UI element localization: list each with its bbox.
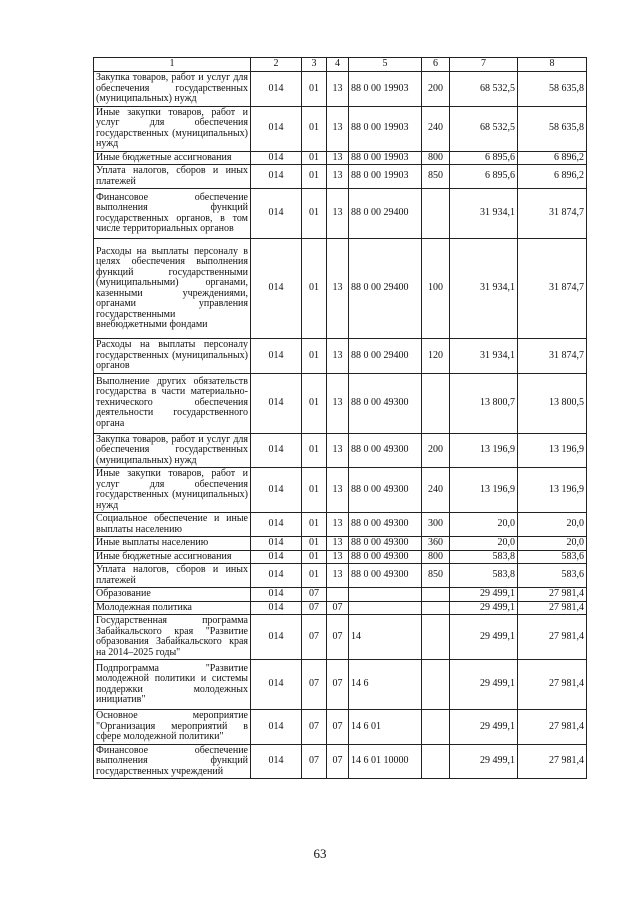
row-value-cell: 31 874,7 xyxy=(518,239,587,339)
row-value-cell: 850 xyxy=(422,165,450,189)
row-value-cell: 360 xyxy=(422,537,450,551)
row-value-cell: 27 981,4 xyxy=(518,615,587,660)
row-value-cell: 014 xyxy=(251,564,302,588)
row-value-cell: 13 196,9 xyxy=(518,433,587,468)
row-value-cell: 88 0 00 49300 xyxy=(349,433,422,468)
row-value-cell: 014 xyxy=(251,744,302,779)
row-value-cell: 88 0 00 19903 xyxy=(349,165,422,189)
row-value-cell: 88 0 00 19903 xyxy=(349,106,422,151)
row-value-cell: 800 xyxy=(422,550,450,564)
row-value-cell: 01 xyxy=(302,151,327,165)
row-value-cell: 014 xyxy=(251,433,302,468)
row-value-cell: 29 499,1 xyxy=(450,601,518,615)
row-name-cell: Иные выплаты населению xyxy=(94,537,251,551)
table-row xyxy=(94,564,587,588)
row-value-cell: 01 xyxy=(302,550,327,564)
row-value-cell: 29 499,1 xyxy=(450,615,518,660)
header-cell: 2 xyxy=(251,58,302,72)
row-value-cell xyxy=(422,601,450,615)
row-name-cell: Расходы на выплаты персоналу в целях обеспечения выполнения функций государственными (муниципальными) органами, казенными учреждениями, органами управления государственными внебюджетными фондами xyxy=(94,239,251,339)
row-value-cell xyxy=(422,373,450,433)
row-value-cell: 27 981,4 xyxy=(518,744,587,779)
row-value-cell: 014 xyxy=(251,165,302,189)
row-value-cell: 014 xyxy=(251,550,302,564)
row-value-cell: 68 532,5 xyxy=(450,106,518,151)
row-value-cell: 200 xyxy=(422,72,450,107)
row-value-cell: 29 499,1 xyxy=(450,710,518,745)
row-value-cell: 27 981,4 xyxy=(518,710,587,745)
row-value-cell: 13 xyxy=(327,239,349,339)
row-value-cell: 88 0 00 49300 xyxy=(349,564,422,588)
row-name-cell: Иные закупки товаров, работ и услуг для обеспечения государственных (муниципальных) нужд xyxy=(94,468,251,513)
row-value-cell: 01 xyxy=(302,564,327,588)
header-cell: 5 xyxy=(349,58,422,72)
row-value-cell: 6 896,2 xyxy=(518,165,587,189)
row-value-cell: 014 xyxy=(251,537,302,551)
row-value-cell: 29 499,1 xyxy=(450,744,518,779)
row-name-cell: Закупка товаров, работ и услуг для обеспечения государственных (муниципальных) нужд xyxy=(94,433,251,468)
row-value-cell: 31 874,7 xyxy=(518,189,587,239)
row-value-cell xyxy=(349,588,422,602)
row-value-cell: 31 874,7 xyxy=(518,339,587,374)
table-row xyxy=(94,550,587,564)
row-name-cell: Расходы на выплаты персоналу государственных (муниципальных) органов xyxy=(94,339,251,374)
row-value-cell: 014 xyxy=(251,615,302,660)
row-value-cell: 20,0 xyxy=(518,537,587,551)
row-value-cell: 31 934,1 xyxy=(450,239,518,339)
row-name-cell: Иные закупки товаров, работ и услуг для обеспечения государственных (муниципальных) нужд xyxy=(94,106,251,151)
row-value-cell: 13 xyxy=(327,550,349,564)
row-value-cell: 014 xyxy=(251,601,302,615)
row-value-cell: 01 xyxy=(302,339,327,374)
row-value-cell xyxy=(349,601,422,615)
row-name-cell: Государственная программа Забайкальского края "Развитие образования Забайкальского края на 2014–2025 годы" xyxy=(94,615,251,660)
header-cell: 4 xyxy=(327,58,349,72)
table-row xyxy=(94,106,587,151)
row-value-cell: 13 xyxy=(327,189,349,239)
row-value-cell: 20,0 xyxy=(450,513,518,537)
row-value-cell: 31 934,1 xyxy=(450,339,518,374)
row-value-cell: 88 0 00 49300 xyxy=(349,468,422,513)
row-name-cell: Финансовое обеспечение выполнения функций государственных органов, в том числе территориальных органов xyxy=(94,189,251,239)
table-row xyxy=(94,513,587,537)
row-value-cell: 07 xyxy=(302,710,327,745)
row-value-cell: 27 981,4 xyxy=(518,660,587,710)
table-row xyxy=(94,433,587,468)
row-value-cell: 14 6 01 10000 xyxy=(349,744,422,779)
row-name-cell: Закупка товаров, работ и услуг для обеспечения государственных (муниципальных) нужд xyxy=(94,72,251,107)
budget-table xyxy=(93,57,587,779)
row-value-cell: 01 xyxy=(302,513,327,537)
row-value-cell: 014 xyxy=(251,588,302,602)
row-value-cell: 88 0 00 19903 xyxy=(349,72,422,107)
row-name-cell: Финансовое обеспечение выполнения функций государственных учреждений xyxy=(94,744,251,779)
row-value-cell: 07 xyxy=(327,660,349,710)
row-value-cell: 58 635,8 xyxy=(518,106,587,151)
table-row xyxy=(94,588,587,602)
row-value-cell: 13 xyxy=(327,165,349,189)
row-name-cell: Уплата налогов, сборов и иных платежей xyxy=(94,165,251,189)
table-row xyxy=(94,615,587,660)
header-cell: 1 xyxy=(94,58,251,72)
row-value-cell: 6 896,2 xyxy=(518,151,587,165)
table-row xyxy=(94,744,587,779)
row-value-cell: 240 xyxy=(422,106,450,151)
header-cell: 3 xyxy=(302,58,327,72)
row-name-cell: Иные бюджетные ассигнования xyxy=(94,151,251,165)
row-value-cell: 583,8 xyxy=(450,550,518,564)
row-name-cell: Молодежная политика xyxy=(94,601,251,615)
row-value-cell: 88 0 00 49300 xyxy=(349,513,422,537)
row-value-cell: 583,8 xyxy=(450,564,518,588)
row-value-cell: 583,6 xyxy=(518,564,587,588)
row-value-cell: 850 xyxy=(422,564,450,588)
row-value-cell: 13 xyxy=(327,72,349,107)
row-value-cell: 27 981,4 xyxy=(518,588,587,602)
row-value-cell: 120 xyxy=(422,339,450,374)
row-value-cell: 07 xyxy=(327,710,349,745)
row-value-cell: 07 xyxy=(302,744,327,779)
row-value-cell: 29 499,1 xyxy=(450,588,518,602)
row-value-cell xyxy=(422,189,450,239)
row-value-cell: 01 xyxy=(302,106,327,151)
row-value-cell: 13 xyxy=(327,151,349,165)
row-name-cell: Социальное обеспечение и иные выплаты населению xyxy=(94,513,251,537)
table-row xyxy=(94,151,587,165)
row-value-cell xyxy=(422,588,450,602)
row-value-cell: 014 xyxy=(251,710,302,745)
row-name-cell: Подпрограмма "Развитие молодежной политики и системы поддержки молодежных инициатив" xyxy=(94,660,251,710)
header-cell: 6 xyxy=(422,58,450,72)
row-value-cell: 014 xyxy=(251,189,302,239)
table-row xyxy=(94,72,587,107)
table-row xyxy=(94,468,587,513)
row-value-cell: 14 6 xyxy=(349,660,422,710)
table-row xyxy=(94,601,587,615)
row-name-cell: Выполнение других обязательств государства в части материально-технического обеспечения деятельности государственного органа xyxy=(94,373,251,433)
row-value-cell: 07 xyxy=(327,615,349,660)
row-value-cell: 13 xyxy=(327,513,349,537)
row-name-cell: Основное мероприятие "Организация мероприятий в сфере молодежной политики" xyxy=(94,710,251,745)
row-value-cell: 13 xyxy=(327,433,349,468)
row-value-cell xyxy=(422,615,450,660)
row-value-cell: 07 xyxy=(302,615,327,660)
row-value-cell: 240 xyxy=(422,468,450,513)
row-value-cell: 13 xyxy=(327,564,349,588)
row-value-cell: 200 xyxy=(422,433,450,468)
row-value-cell: 20,0 xyxy=(518,513,587,537)
row-value-cell: 07 xyxy=(302,588,327,602)
row-value-cell: 88 0 00 49300 xyxy=(349,373,422,433)
row-value-cell: 014 xyxy=(251,513,302,537)
row-value-cell: 6 895,6 xyxy=(450,165,518,189)
row-value-cell xyxy=(327,588,349,602)
row-value-cell: 01 xyxy=(302,165,327,189)
row-value-cell: 014 xyxy=(251,468,302,513)
row-value-cell: 88 0 00 29400 xyxy=(349,239,422,339)
row-value-cell: 014 xyxy=(251,660,302,710)
row-value-cell: 13 196,9 xyxy=(518,468,587,513)
row-value-cell: 88 0 00 19903 xyxy=(349,151,422,165)
row-value-cell: 01 xyxy=(302,373,327,433)
row-value-cell: 13 800,5 xyxy=(518,373,587,433)
row-value-cell xyxy=(422,660,450,710)
row-value-cell: 07 xyxy=(302,660,327,710)
row-value-cell: 58 635,8 xyxy=(518,72,587,107)
table-row xyxy=(94,339,587,374)
row-value-cell: 01 xyxy=(302,189,327,239)
row-value-cell: 100 xyxy=(422,239,450,339)
row-value-cell: 20,0 xyxy=(450,537,518,551)
row-name-cell: Уплата налогов, сборов и иных платежей xyxy=(94,564,251,588)
row-value-cell: 01 xyxy=(302,433,327,468)
row-name-cell: Иные бюджетные ассигнования xyxy=(94,550,251,564)
row-value-cell: 014 xyxy=(251,239,302,339)
table-row xyxy=(94,189,587,239)
row-value-cell: 13 xyxy=(327,106,349,151)
row-value-cell: 07 xyxy=(327,744,349,779)
row-value-cell: 01 xyxy=(302,239,327,339)
row-value-cell: 88 0 00 49300 xyxy=(349,537,422,551)
row-value-cell: 13 xyxy=(327,339,349,374)
row-value-cell: 88 0 00 29400 xyxy=(349,339,422,374)
row-value-cell: 014 xyxy=(251,151,302,165)
row-value-cell xyxy=(422,744,450,779)
row-value-cell: 88 0 00 49300 xyxy=(349,550,422,564)
row-value-cell: 14 xyxy=(349,615,422,660)
row-value-cell: 583,6 xyxy=(518,550,587,564)
header-cell: 8 xyxy=(518,58,587,72)
row-value-cell: 07 xyxy=(327,601,349,615)
row-value-cell: 13 800,7 xyxy=(450,373,518,433)
row-value-cell: 13 xyxy=(327,373,349,433)
table-header-row xyxy=(94,58,587,72)
row-value-cell: 29 499,1 xyxy=(450,660,518,710)
row-name-cell: Образование xyxy=(94,588,251,602)
row-value-cell: 13 196,9 xyxy=(450,433,518,468)
row-value-cell: 14 6 01 xyxy=(349,710,422,745)
row-value-cell: 014 xyxy=(251,106,302,151)
row-value-cell: 07 xyxy=(302,601,327,615)
row-value-cell: 014 xyxy=(251,339,302,374)
table-row xyxy=(94,165,587,189)
table-row xyxy=(94,373,587,433)
table-row xyxy=(94,537,587,551)
row-value-cell: 13 196,9 xyxy=(450,468,518,513)
row-value-cell: 88 0 00 29400 xyxy=(349,189,422,239)
row-value-cell: 014 xyxy=(251,373,302,433)
row-value-cell: 300 xyxy=(422,513,450,537)
row-value-cell: 01 xyxy=(302,537,327,551)
table-row xyxy=(94,710,587,745)
row-value-cell: 6 895,6 xyxy=(450,151,518,165)
row-value-cell: 13 xyxy=(327,468,349,513)
row-value-cell: 800 xyxy=(422,151,450,165)
header-cell: 7 xyxy=(450,58,518,72)
row-value-cell xyxy=(422,710,450,745)
row-value-cell: 01 xyxy=(302,468,327,513)
row-value-cell: 014 xyxy=(251,72,302,107)
table-row xyxy=(94,239,587,339)
table-row xyxy=(94,660,587,710)
row-value-cell: 31 934,1 xyxy=(450,189,518,239)
row-value-cell: 68 532,5 xyxy=(450,72,518,107)
page-number: 63 xyxy=(313,846,327,861)
row-value-cell: 27 981,4 xyxy=(518,601,587,615)
row-value-cell: 13 xyxy=(327,537,349,551)
row-value-cell: 01 xyxy=(302,72,327,107)
